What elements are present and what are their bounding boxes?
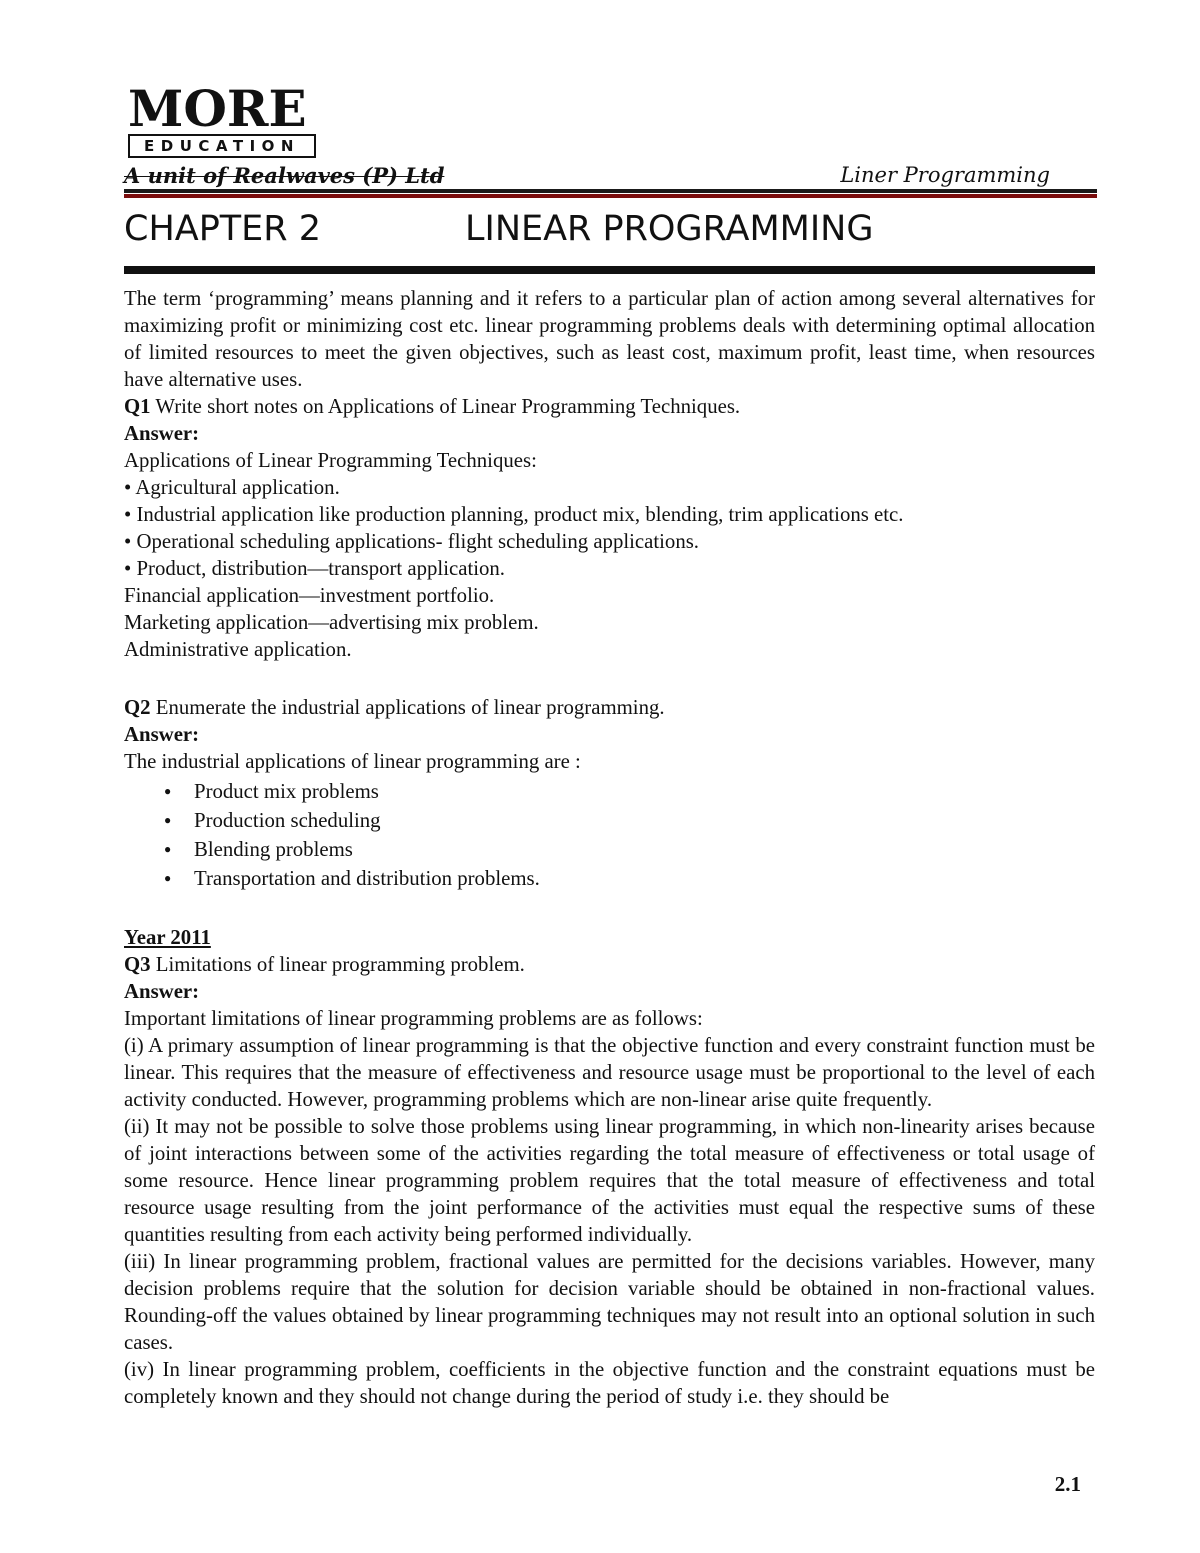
q2-bullet-list	[124, 777, 1095, 893]
question-3	[124, 951, 1095, 978]
q1-line: • Industrial application like production planning, product mix, blending, trim applications etc.	[124, 503, 904, 526]
chapter-rule	[124, 266, 1095, 274]
q2-intro: The industrial applications of linear programming are :	[124, 750, 581, 773]
q1-line: • Agricultural application.	[124, 476, 340, 499]
list-item: ● Transportation and distribution problems.	[194, 864, 1095, 893]
q3-text: Limitations of linear programming problem.	[150, 953, 525, 976]
header-subject: Liner Programming	[840, 163, 1050, 187]
list-item: ● Product mix problems	[194, 777, 1095, 806]
logo-brand: MORE	[128, 79, 307, 138]
q3-paragraph: (ii) It may not be possible to solve those problems using linear programming, in which non-linearity arises because of joint interactions between some of the activities regarding the total measure of effectiveness or total usage of some resource. Hence linear programming problem requires that the total measure of effectiveness and total resource usage resulting from the joint performance of the activities must equal the respective sums of these quantities resulting from each activity being performed individually.	[124, 1115, 1095, 1246]
q3-intro: Important limitations of linear programming problems are as follows:	[124, 1007, 703, 1030]
q1-line: Financial application—investment portfolio.	[124, 584, 495, 607]
q1-line: • Operational scheduling applications- flight scheduling applications.	[124, 530, 700, 553]
q1-line: Applications of Linear Programming Techniques:	[124, 449, 537, 472]
page-number: 2.1	[1054, 1472, 1081, 1496]
chapter-heading	[124, 209, 874, 249]
intro-paragraph: The term ‘programming’ means planning and it refers to a particular plan of action among several alternatives for maximizing profit or minimizing cost etc. linear programming problems deals with determining optimal allocation of limited resources to meet the given objectives, such as least cost, maximum profit, least time, when resources have alternative uses.	[124, 287, 1095, 391]
q1-answer-label: Answer:	[124, 422, 200, 445]
q1-text: Write short notes on Applications of Linear Programming Techniques.	[150, 395, 741, 418]
q3-label: Q3	[124, 953, 151, 976]
page-content	[124, 285, 1095, 1410]
q1-line: • Product, distribution—transport application.	[124, 557, 505, 580]
chapter-title: LINEAR PROGRAMMING	[465, 209, 874, 249]
q2-answer-label: Answer:	[124, 723, 200, 746]
list-item: ● Production scheduling	[194, 806, 1095, 835]
spacer	[124, 663, 1095, 694]
q3-answer-label: Answer:	[124, 980, 200, 1003]
q3-paragraph: (iv) In linear programming problem, coefficients in the objective function and the constraint equations must be completely known and they should not change during the period of study i.e. they should be	[124, 1358, 1095, 1408]
header-rule-red	[124, 194, 1097, 198]
q2-label: Q2	[124, 696, 151, 719]
q1-label: Q1	[124, 395, 151, 418]
question-2	[124, 694, 1095, 721]
spacer	[124, 893, 1095, 924]
q3-paragraph: (i) A primary assumption of linear programming is that the objective function and every constraint function must be linear. This requires that the measure of effectiveness and resource usage must be proportional to the level of each activity conducted. However, programming problems which are non-linear arise quite frequently.	[124, 1034, 1095, 1111]
q2-text: Enumerate the industrial applications of linear programming.	[150, 696, 665, 719]
list-item: ● Blending problems	[194, 835, 1095, 864]
more-education-logo	[128, 79, 320, 158]
chapter-number: CHAPTER 2	[124, 209, 322, 249]
q3-paragraph: (iii) In linear programming problem, fractional values are permitted for the decisions variables. However, many decision problems require that the solution for decision variable should be obtained in non-fractional values. Rounding-off the values obtained by linear programming techniques may not result into an optional solution in such cases.	[124, 1250, 1095, 1354]
q1-line: Marketing application—advertising mix problem.	[124, 611, 539, 634]
header-rule	[124, 189, 1097, 193]
header-company: A unit of Realwaves (P) Ltd	[124, 163, 445, 188]
year-heading: Year 2011	[124, 926, 211, 949]
logo-subtitle: EDUCATION	[128, 134, 316, 158]
q1-line: Administrative application.	[124, 638, 352, 661]
question-1	[124, 393, 1095, 420]
